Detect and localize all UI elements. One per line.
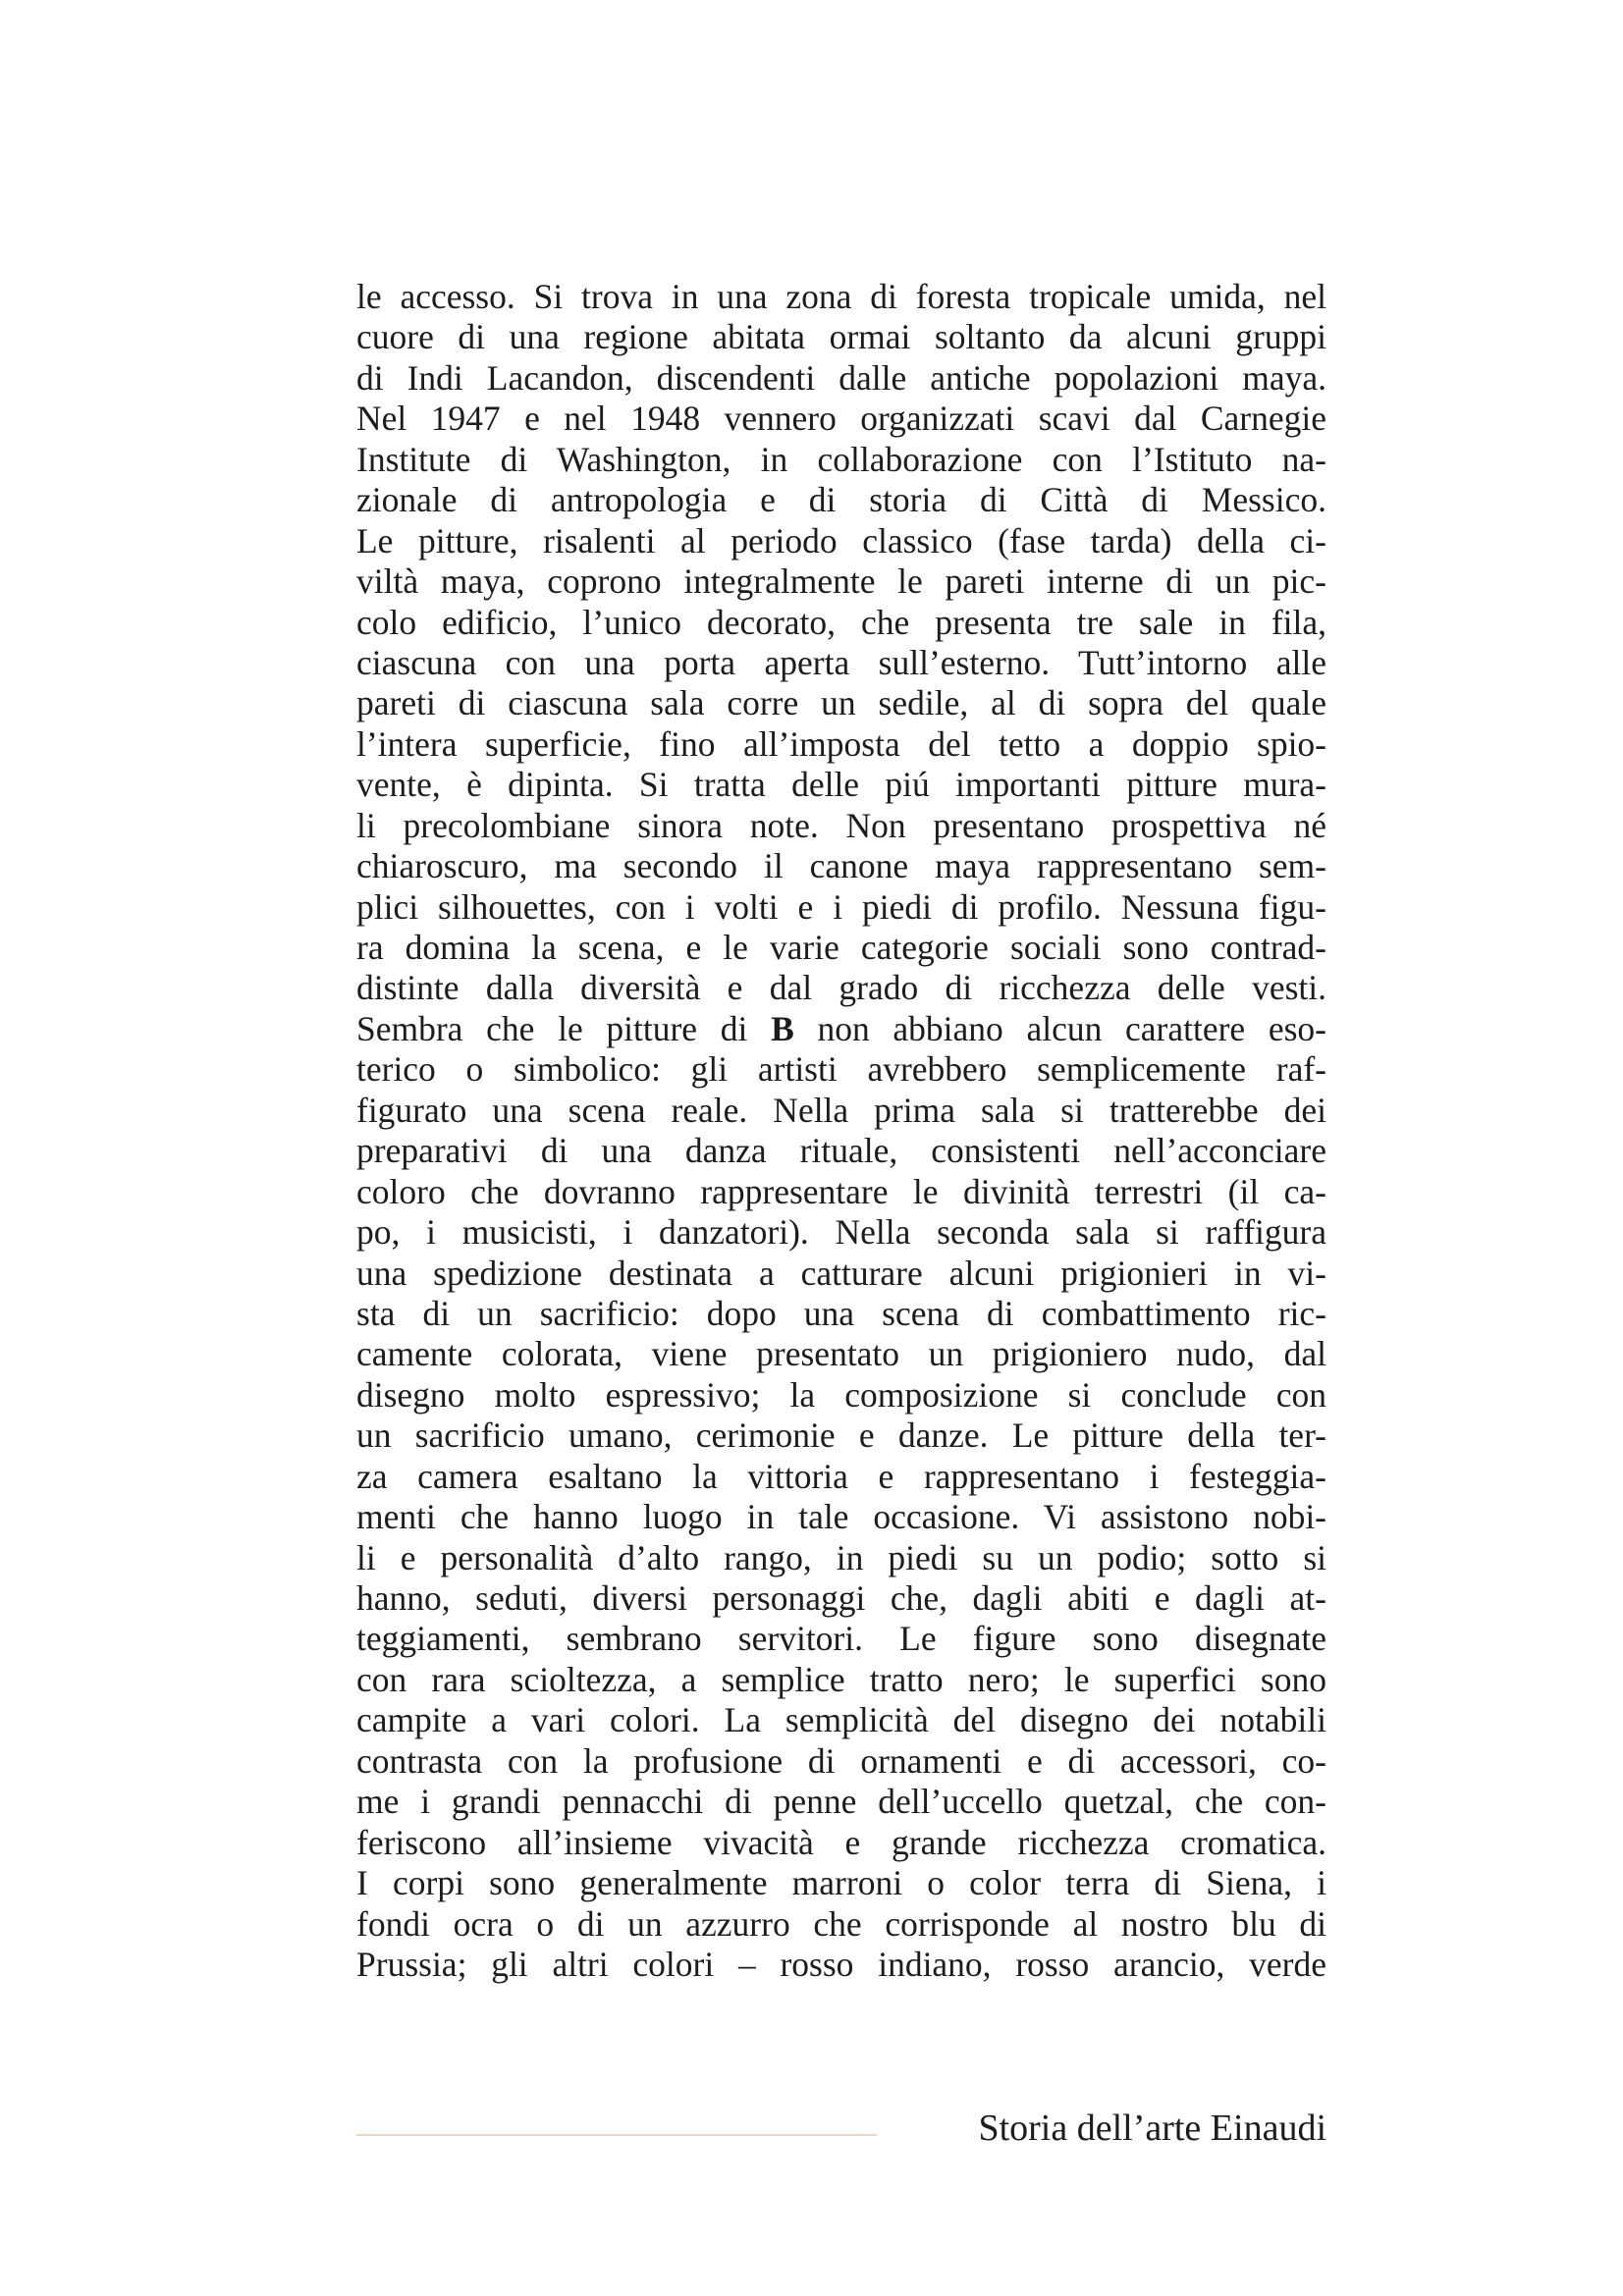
text-line: coloro che dovranno rappresentare le divinità terrestri (il ca- [356,1171,1326,1211]
text-line: vente, è dipinta. Si tratta delle piú importanti pitture mura- [356,765,1326,805]
text-line: chiaroscuro, ma secondo il canone maya rappresentano sem- [356,846,1326,886]
text-line: ciascuna con una porta aperta sull’esterno. Tutt’intorno alle [356,642,1326,682]
text-line: li precolombiane sinora note. Non presentano prospettiva né [356,805,1326,845]
text-line: plici silhouettes, con i volti e i piedi di profilo. Nessuna figu- [356,886,1326,927]
text-line: un sacrificio umano, cerimonie e danze. Le pitture della ter- [356,1415,1326,1456]
text-line: teggiamenti, sembrano servitori. Le figure sono disegnate [356,1619,1326,1659]
text-line: sta di un sacrificio: dopo una scena di combattimento ric- [356,1293,1326,1333]
footer-title: Storia dell’arte Einaudi [978,2108,1326,2149]
text-line: l’intera superficie, fino all’imposta del tetto a doppio spio- [356,723,1326,764]
text-line: Nel 1947 e nel 1948 vennero organizzati scavi dal Carnegie [356,399,1326,439]
text-line-part: non abbiano alcun carattere eso- [793,1008,1326,1048]
text-line: campite a vari colori. La semplicità del disegno dei notabili [356,1700,1326,1740]
text-line: I corpi sono generalmente marroni o color terra di Siena, i [356,1863,1326,1903]
text-line: terico o simbolico: gli artisti avrebbero semplicemente raf- [356,1049,1326,1090]
text-line: cuore di una regione abitata ormai soltanto da alcuni gruppi [356,317,1326,357]
text-line: con rara scioltezza, a semplice tratto nero; le superfici sono [356,1659,1326,1699]
text-line: za camera esaltano la vittoria e rappresentano i festeggia- [356,1456,1326,1496]
text-line [356,1009,1326,1049]
text-line-part: Sembra che le pitture di [356,1008,772,1048]
text-line: me i grandi pennacchi di penne dell’uccello quetzal, che con- [356,1782,1326,1822]
text-line: Prussia; gli altri colori – rosso indiano, rosso arancio, verde [356,1944,1326,1984]
text-line: ra domina la scena, e le varie categorie sociali sono contrad- [356,928,1326,967]
text-line: hanno, seduti, diversi personaggi che, dagli abiti e dagli at- [356,1578,1326,1618]
text-line: figurato una scena reale. Nella prima sala si tratterebbe dei [356,1090,1326,1130]
text-line: li e personalità d’alto rango, in piedi su un podio; sotto si [356,1537,1326,1577]
text-line: contrasta con la profusione di ornamenti e di accessori, co- [356,1740,1326,1781]
text-line: preparativi di una danza rituale, consistenti nell’acconciare [356,1131,1326,1171]
text-line: zionale di antropologia e di storia di Città di Messico. [356,480,1326,520]
text-line: disegno molto espressivo; la composizione si conclude con [356,1374,1326,1415]
text-line: feriscono all’insieme vivacità e grande ricchezza cromatica. [356,1822,1326,1862]
text-line: viltà maya, coprono integralmente le pareti interne di un pic- [356,561,1326,602]
text-line: camente colorata, viene presentato un prigioniero nudo, dal [356,1334,1326,1374]
text-line: Le pitture, risalenti al periodo classico (fase tarda) della ci- [356,520,1326,561]
text-line: Institute di Washington, in collaborazione con l’Istituto na- [356,439,1326,479]
bold-entry-letter: B [771,1008,794,1048]
footer-rule [356,2134,877,2136]
text-line: pareti di ciascuna sala corre un sedile, al di sopra del quale [356,683,1326,723]
text-line: colo edificio, l’unico decorato, che presenta tre sale in fila, [356,602,1326,642]
text-line: po, i musicisti, i danzatori). Nella seconda sala si raffigura [356,1212,1326,1253]
text-line: una spedizione destinata a catturare alcuni prigionieri in vi- [356,1253,1326,1293]
text-line: le accesso. Si trova in una zona di foresta tropicale umida, nel [356,277,1326,316]
body-text [356,277,1326,1985]
text-line: menti che hanno luogo in tale occasione. Vi assistono nobi- [356,1497,1326,1537]
text-line: fondi ocra o di un azzurro che corrisponde al nostro blu di [356,1903,1326,1944]
text-line: distinte dalla diversità e dal grado di ricchezza delle vesti. [356,968,1326,1008]
text-line: di Indi Lacandon, discendenti dalle antiche popolazioni maya. [356,357,1326,398]
